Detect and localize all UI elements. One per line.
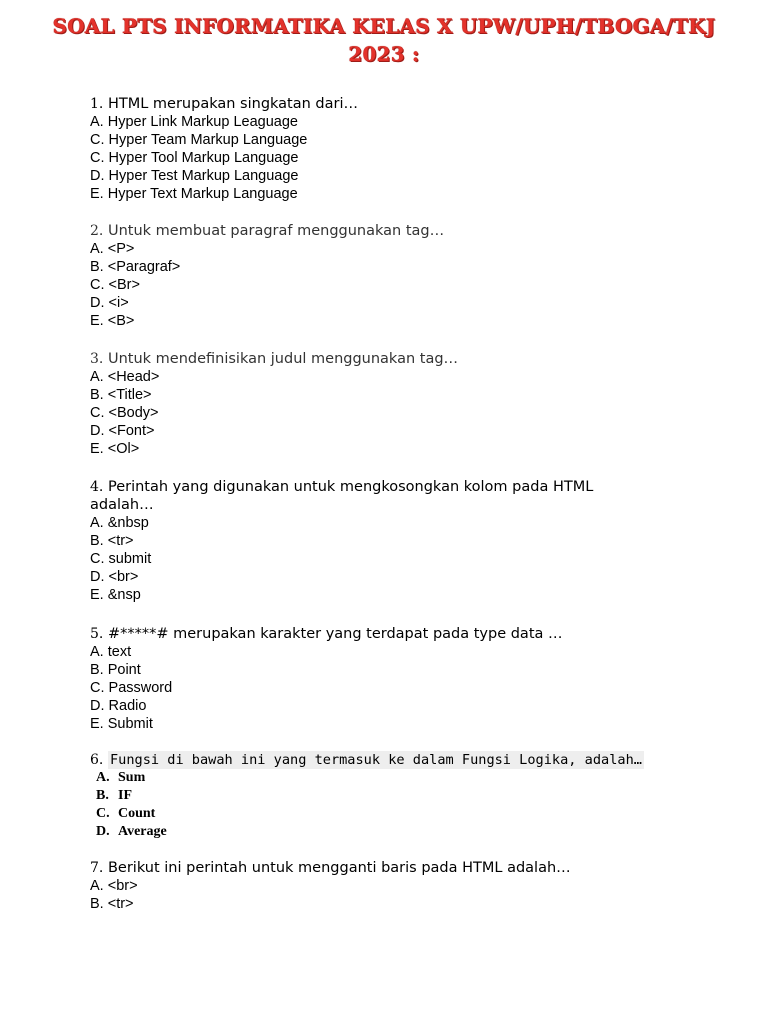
question-text [90, 350, 690, 368]
option: A. <Head> [90, 369, 160, 385]
option-text: Average [118, 824, 167, 839]
option: C. Hyper Team Markup Language [90, 132, 308, 148]
question-text [90, 859, 690, 877]
question-stem: #*****# merupakan karakter yang terdapat pada type data … [107, 626, 563, 642]
option: A. <br> [90, 878, 138, 894]
document-title: SOAL PTS INFORMATIKA KELAS X UPW/UPH/TBOGA/TKJ [52, 14, 716, 38]
question-4 [90, 478, 690, 604]
option: A. text [90, 644, 132, 660]
option: C. Hyper Tool Markup Language [90, 150, 299, 166]
option: E. <Ol> [90, 441, 140, 457]
option-text: IF [118, 788, 132, 803]
option: A. <P> [90, 241, 135, 257]
question-text [90, 478, 630, 514]
option: B. <tr> [90, 533, 134, 549]
option: C. Password [90, 680, 173, 696]
option [90, 769, 690, 787]
question-stem: Berikut ini perintah untuk mengganti baris pada HTML adalah… [107, 860, 571, 876]
question-number: 7. [90, 860, 104, 876]
question-2 [90, 222, 690, 330]
question-7 [90, 859, 690, 913]
option-letter: A. [96, 770, 110, 785]
option: E. Hyper Text Markup Language [90, 186, 298, 202]
question-text [90, 222, 690, 240]
option: B. Point [90, 662, 141, 678]
question-stem: Perintah yang digunakan untuk mengkosongkan kolom pada HTML adalah… [90, 479, 594, 513]
option-letter: D. [96, 824, 110, 839]
question-number: 1. [90, 96, 104, 112]
question-3 [90, 350, 690, 458]
option: C. <Body> [90, 405, 159, 421]
question-number: 5. [90, 626, 104, 642]
option: B. <Paragraf> [90, 259, 181, 275]
option-text: Sum [118, 770, 146, 785]
question-number: 3. [90, 351, 104, 367]
option: D. Radio [90, 698, 147, 714]
option: D. <Font> [90, 423, 155, 439]
option: C. <Br> [90, 277, 140, 293]
option: D. <i> [90, 295, 129, 311]
option: D. <br> [90, 569, 139, 585]
question-number: 6. [90, 752, 104, 768]
option: D. Hyper Test Markup Language [90, 168, 299, 184]
option: A. Hyper Link Markup Leaguage [90, 114, 298, 130]
question-number: 2. [90, 223, 104, 239]
option: B. <tr> [90, 896, 134, 912]
question-stem: Fungsi di bawah ini yang termasuk ke dalam Fungsi Logika, adalah… [109, 752, 642, 768]
option: C. submit [90, 551, 152, 567]
option [90, 805, 690, 823]
question-text [90, 95, 690, 113]
question-text [90, 751, 690, 769]
option: E. &nsp [90, 587, 141, 603]
question-1 [90, 95, 690, 203]
option: B. <Title> [90, 387, 152, 403]
question-stem: HTML merupakan singkatan dari… [107, 96, 358, 112]
question-stem: Untuk membuat paragraf menggunakan tag… [107, 223, 445, 239]
question-text [90, 625, 690, 643]
option: E. <B> [90, 313, 135, 329]
option: E. Submit [90, 716, 153, 732]
question-number: 4. [90, 479, 104, 495]
option: A. &nbsp [90, 515, 149, 531]
option [90, 823, 690, 841]
question-6 [90, 751, 690, 841]
option-letter: C. [96, 806, 110, 821]
option-letter: B. [96, 788, 109, 803]
question-5 [90, 625, 690, 733]
document-title-year: 2023 : [348, 42, 420, 66]
option [90, 787, 690, 805]
option-text: Count [118, 806, 156, 821]
question-stem: Untuk mendefinisikan judul menggunakan tag… [107, 351, 459, 367]
